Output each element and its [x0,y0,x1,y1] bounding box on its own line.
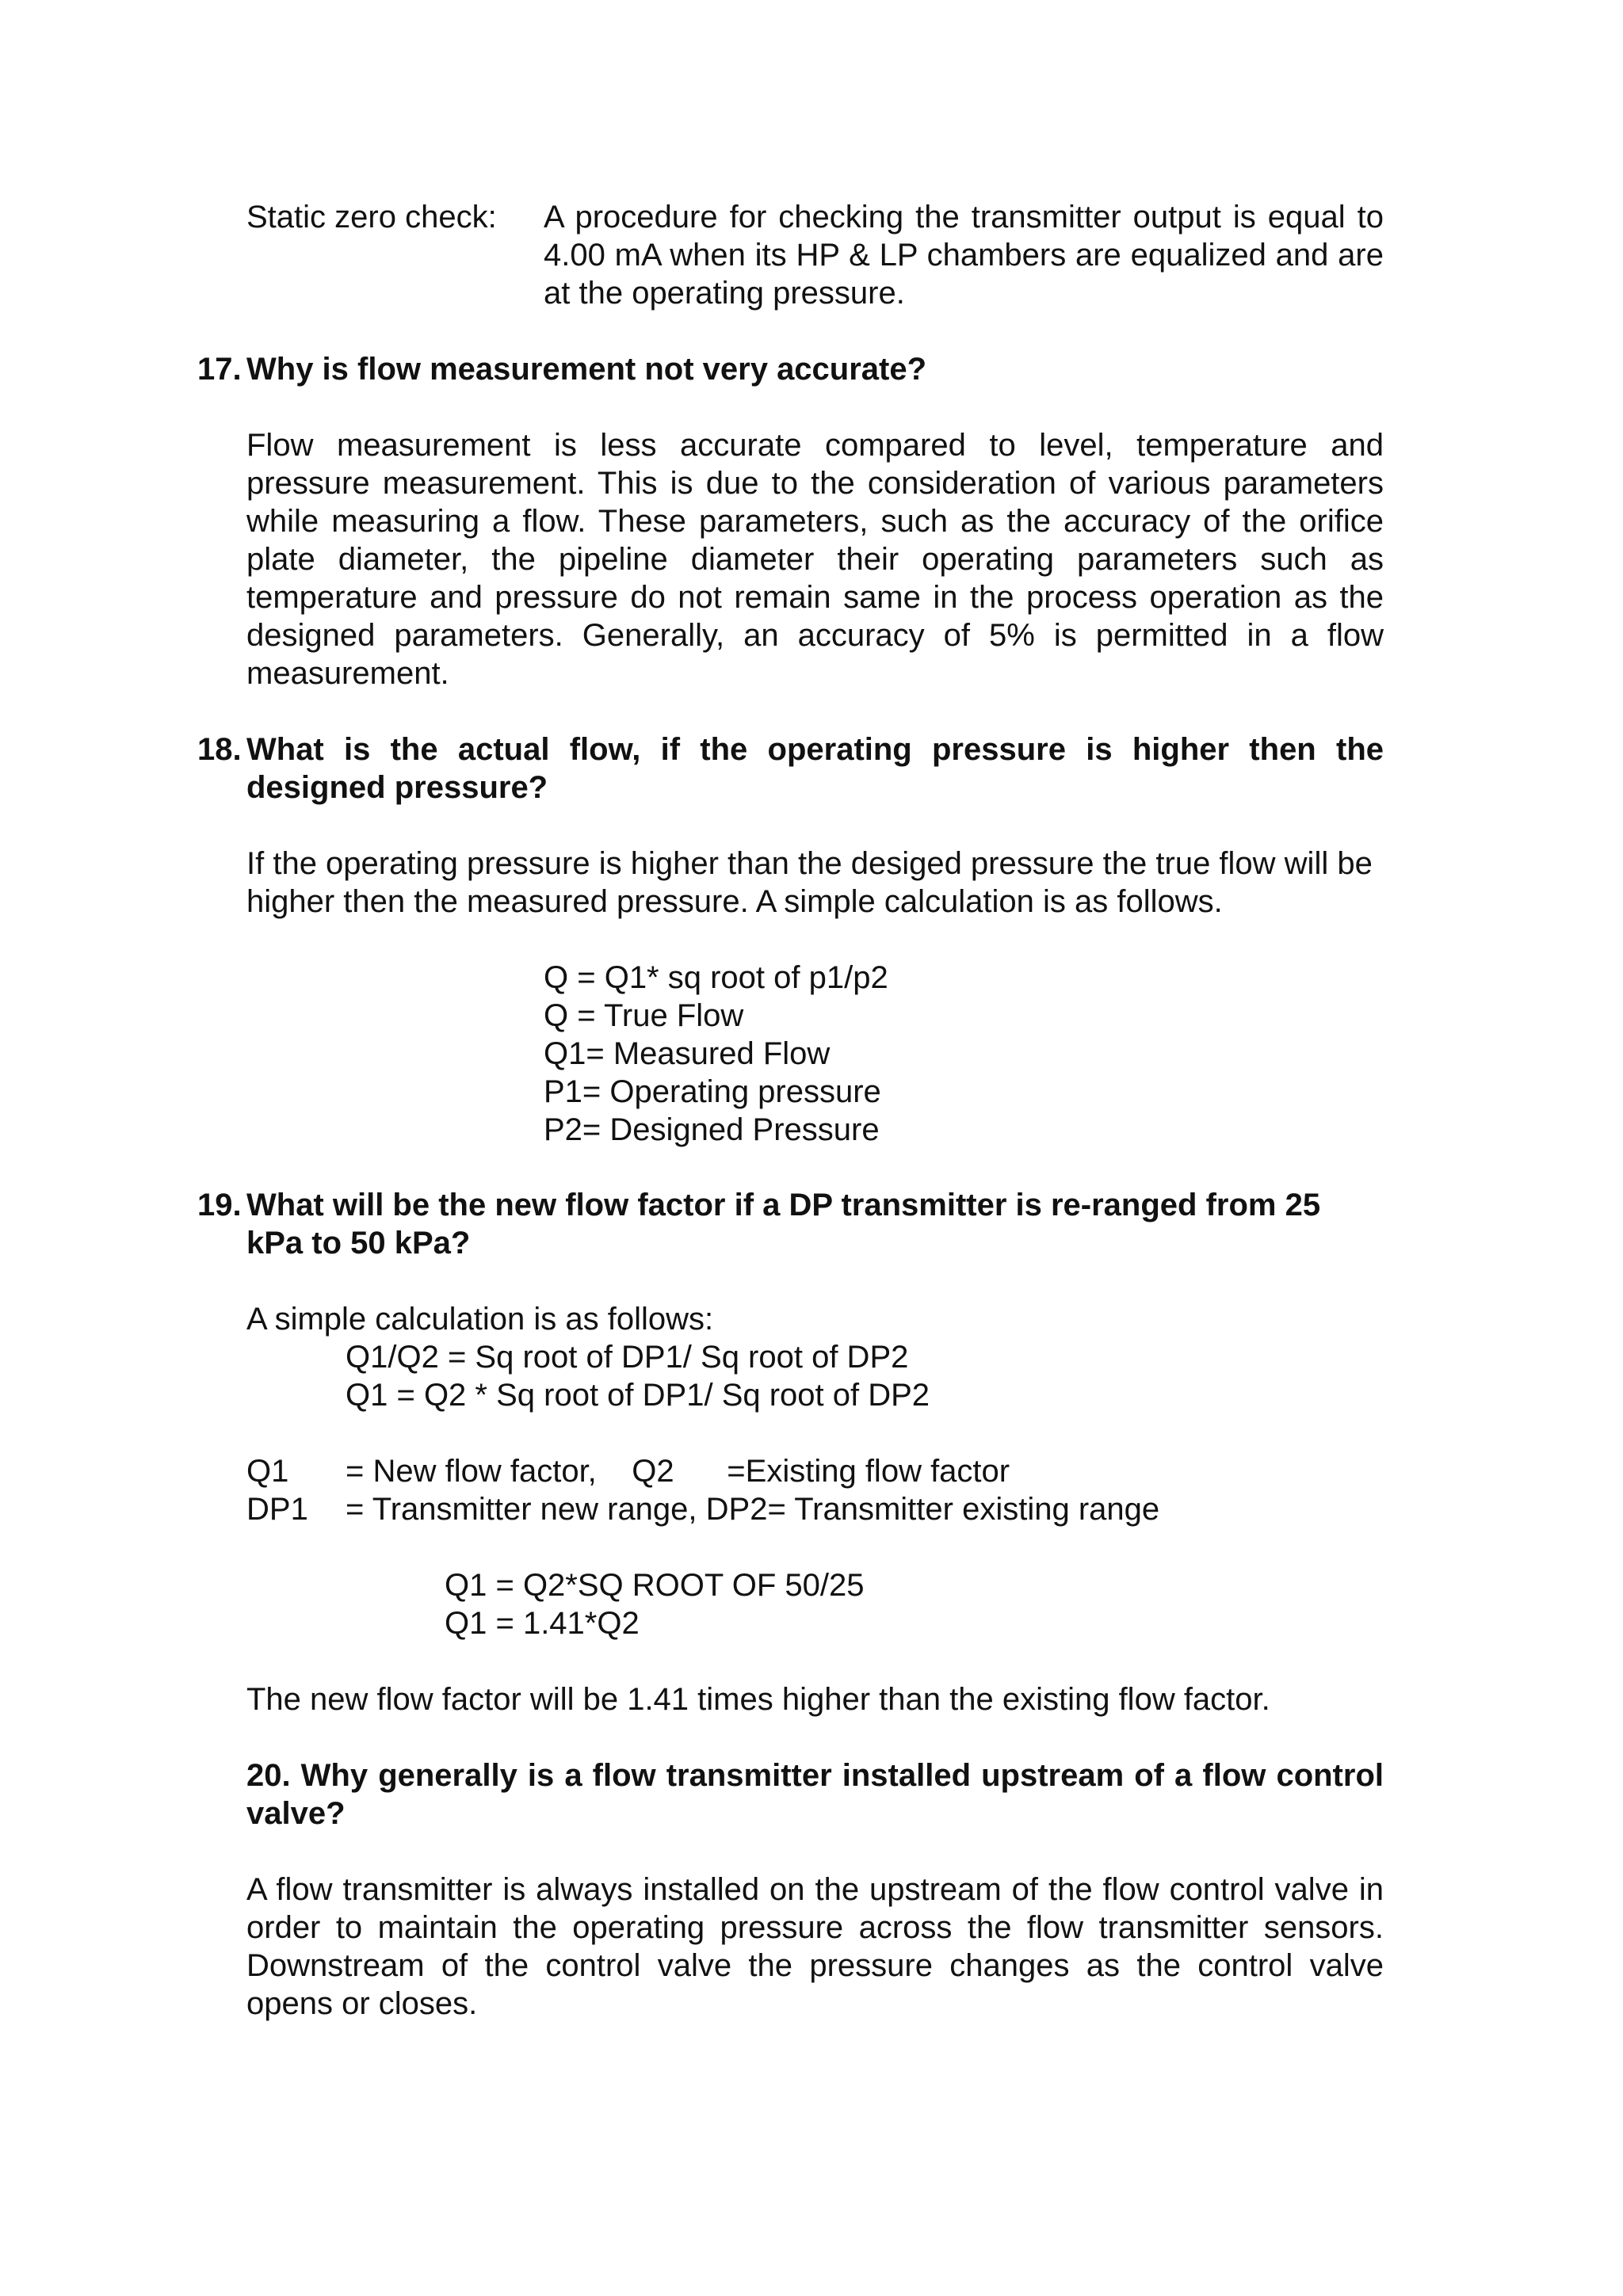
q19-calc-block [445,1566,864,1642]
q19-formula-block [346,1338,930,1414]
q19-calc-line: Q1 = Q2*SQ ROOT OF 50/25 [445,1568,865,1603]
q19-formula: Q1/Q2 = Sq root of DP1/ Sq root of DP2 [346,1340,909,1375]
q17-question: Why is flow measurement not very accurate? [246,352,927,387]
q18-formula: Q = Q1* sq root of p1/p2 [544,960,888,995]
q20-question: 20. Why generally is a flow transmitter installed upstream of a flow control valve? [246,1758,1384,1831]
q19-calc-line: Q1 = 1.41*Q2 [445,1606,640,1641]
q18-answer: If the operating pressure is higher than the desiged pressure the true flow will be higher then the measured pressure. A simple calculation is as follows. [246,846,1373,919]
q19-question: What will be the new flow factor if a DP transmitter is re-ranged from 25 kPa to 50 kPa? [246,1188,1321,1261]
q19-formula: Q1 = Q2 * Sq root of DP1/ Sq root of DP2 [346,1378,930,1413]
definition-text: A procedure for checking the transmitter output is equal to 4.00 mA when its HP & LP chambers are equalized and are at the operating pressure. [544,200,1384,311]
q17-number: 17. [197,352,242,387]
q19-def-term: DP1 [246,1492,308,1527]
q18-formula: P2= Designed Pressure [544,1112,880,1147]
q17-answer: Flow measurement is less accurate compared to level, temperature and pressure measurement. This is due to the consideration of various parameters while measuring a flow. These parameters, such as the accuracy of the orifice plate diameter, the pipeline diameter their operating parameters such as temperature and pressure do not remain same in the process operation as the designed parameters. Generally, an accuracy of 5% is permitted in a flow measurement. [246,428,1384,691]
q20-answer: A flow transmitter is always installed on the upstream of the flow control valve in order to maintain the operating pressure across the flow transmitter sensors. Downstream of the control valve the pressure changes as the control valve opens or closes. [246,1872,1384,2021]
q18-formula: Q1= Measured Flow [544,1036,831,1071]
q19-number: 19. [197,1188,242,1222]
definition-term: Static zero check: [246,200,497,235]
q18-number: 18. [197,732,242,767]
q18-question: What is the actual flow, if the operating pressure is higher then the designed pressure? [246,732,1384,805]
q18-formula: P1= Operating pressure [544,1074,881,1109]
q19-def-text: = New flow factor, Q2 =Existing flow factor [346,1454,1010,1489]
q18-formula: Q = True Flow [544,998,744,1033]
q19-def-term: Q1 [246,1454,289,1489]
q19-conclusion: The new flow factor will be 1.41 times higher than the existing flow factor. [246,1682,1270,1717]
q18-formula-block [544,959,888,1149]
q19-intro: A simple calculation is as follows: [246,1302,714,1337]
q19-def-text: = Transmitter new range, DP2= Transmitter existing range [346,1492,1160,1527]
